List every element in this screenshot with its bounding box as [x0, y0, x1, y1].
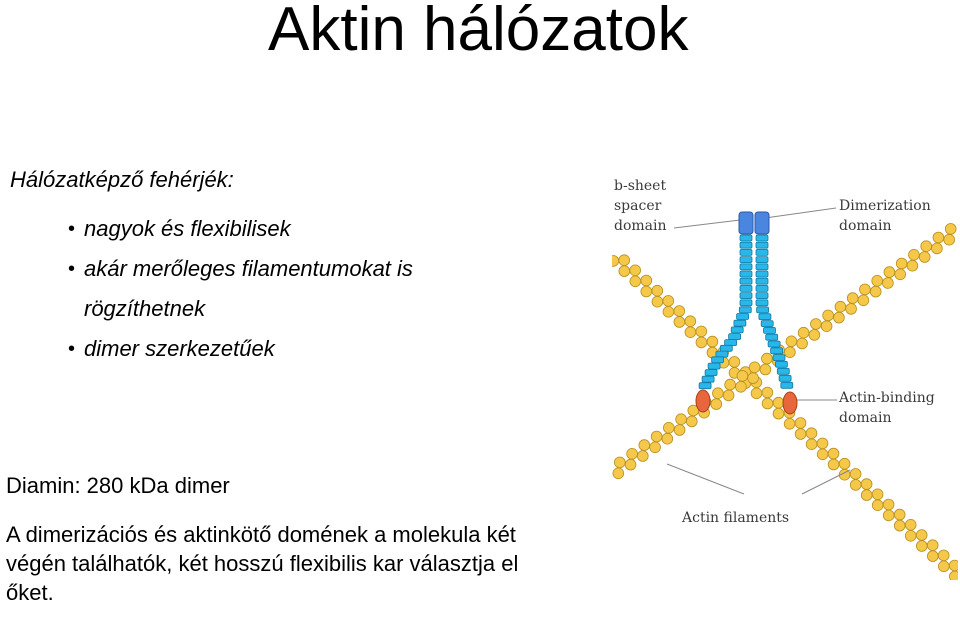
actin-monomer — [641, 275, 652, 286]
actin-monomer — [927, 551, 938, 562]
dimerization-label-line1: Dimerization — [839, 198, 931, 214]
actin-monomer — [894, 509, 905, 520]
arm-subunit — [737, 314, 749, 320]
actin-monomer — [872, 500, 883, 511]
actin-monomer — [663, 306, 674, 317]
actin-filaments-label: Actin filaments — [682, 510, 790, 526]
actin-monomer — [652, 296, 663, 307]
arm-subunit — [756, 264, 768, 270]
arm-subunit — [725, 340, 737, 346]
actin-monomer — [785, 347, 796, 358]
filamin-arms — [699, 235, 793, 389]
bsheet-label-line3: domain — [614, 218, 667, 234]
actin-monomer — [883, 278, 894, 289]
actin-monomer — [907, 260, 918, 271]
bullet-text: dimer szerkezetűek — [84, 336, 275, 361]
intro-text: Hálózatképző fehérjék: — [10, 167, 234, 192]
actin-monomer — [713, 388, 724, 399]
arm-subunit — [720, 345, 732, 351]
bullet-text: nagyok és flexibilisek — [84, 216, 291, 241]
arm-subunit — [731, 327, 743, 333]
actin-monomer — [662, 433, 673, 444]
actin-monomer — [817, 438, 828, 449]
arm-subunit — [756, 249, 768, 255]
arm-subunit — [768, 341, 780, 347]
actin-monomer — [685, 316, 696, 327]
actin-monomer — [883, 510, 894, 521]
actin-monomer — [674, 306, 685, 317]
arm-subunit — [708, 363, 720, 369]
actin-monomer — [798, 327, 809, 338]
actin-monomer — [625, 459, 636, 470]
actin-monomer — [872, 489, 883, 500]
actin-monomer — [860, 284, 871, 295]
actin-monomer — [613, 468, 624, 479]
actin-monomer — [651, 431, 662, 442]
actin-monomer — [696, 326, 707, 337]
arm-subunit — [729, 334, 741, 340]
actin-monomer — [861, 479, 872, 490]
arm-subunit — [712, 357, 724, 363]
actin-monomer — [828, 448, 839, 459]
actin-monomer — [895, 269, 906, 280]
arm-subunit — [756, 285, 768, 291]
actin-monomer — [614, 457, 625, 468]
arm-subunit — [740, 278, 752, 284]
actin-monomer — [933, 232, 944, 243]
actin-monomer — [786, 336, 797, 347]
dimerization-domain — [739, 212, 769, 234]
bullet-item — [66, 209, 536, 249]
actin-monomer — [619, 266, 630, 277]
actin-monomer — [751, 388, 762, 399]
actin-monomer — [839, 458, 850, 469]
actin-monomer — [850, 469, 861, 480]
arm-subunit — [759, 314, 771, 320]
arm-subunit — [740, 264, 752, 270]
bullet-icon: • — [68, 338, 76, 360]
actin-monomer — [748, 373, 759, 384]
actin-monomer — [835, 301, 846, 312]
arm-subunit — [699, 383, 711, 389]
arm-subunit — [756, 257, 768, 263]
bullet-item — [66, 329, 536, 369]
arm-subunit — [756, 271, 768, 277]
bullet-text: akár merőleges filamentumokat is rögzíthetnek — [84, 256, 413, 321]
actin-monomer — [639, 440, 650, 451]
actin-binding-label-line2: domain — [839, 410, 892, 426]
actin-monomer — [773, 397, 784, 408]
arm-subunit — [756, 278, 768, 284]
actin-monomer — [894, 520, 905, 531]
actin-monomer — [817, 449, 828, 460]
actin-monomer — [795, 429, 806, 440]
arm-subunit — [756, 293, 768, 299]
actin-monomer — [630, 265, 641, 276]
actin-monomer — [696, 337, 707, 348]
arm-subunit — [702, 376, 714, 382]
actin-monomer — [612, 256, 619, 267]
actin-monomer — [949, 571, 958, 580]
arm-subunit — [756, 300, 768, 306]
actin-monomer — [823, 310, 834, 321]
actin-monomer — [821, 321, 832, 332]
actin-monomer — [707, 336, 718, 347]
actin-monomer — [686, 416, 697, 427]
bullet-icon: • — [68, 258, 76, 280]
actin-monomer — [762, 387, 773, 398]
arm-subunit — [740, 249, 752, 255]
actin-monomer — [806, 439, 817, 450]
arm-subunit — [740, 300, 752, 306]
arm-subunit — [740, 242, 752, 248]
arm-subunit — [777, 368, 789, 374]
bullet-item — [66, 249, 536, 329]
actin-monomer — [736, 381, 747, 392]
actin-monomer — [627, 448, 638, 459]
actin-monomer — [685, 327, 696, 338]
actin-monomer — [737, 371, 748, 382]
actin-monomer — [760, 364, 771, 375]
actin-monomer — [938, 561, 949, 572]
actin-monomer — [723, 390, 734, 401]
actin-monomer — [846, 304, 857, 315]
actin-monomer — [711, 399, 722, 410]
actin-monomer — [650, 442, 661, 453]
actin-monomer — [749, 362, 760, 373]
actin-monomer — [932, 243, 943, 254]
arm-subunit — [705, 370, 717, 376]
actin-monomer — [811, 319, 822, 330]
arm-subunit — [740, 257, 752, 263]
actin-monomer — [919, 252, 930, 263]
arm-subunit — [766, 334, 778, 340]
actin-monomer — [663, 422, 674, 433]
actin-monomer — [938, 550, 949, 561]
bullet-list — [66, 209, 536, 369]
description-paragraph: A dimerizációs és aktinkötő domének a molekula két végén találhatók, két hosszú flexibilis kar választja el őket. — [6, 522, 519, 605]
actin-monomer — [663, 296, 674, 307]
actin-monomer — [850, 480, 861, 491]
actin-monomer — [795, 418, 806, 429]
actin-filament-left — [612, 255, 958, 580]
actin-monomer — [944, 234, 955, 245]
actin-monomer — [861, 490, 872, 501]
actin-monomer — [905, 530, 916, 541]
arm-subunit — [781, 382, 793, 388]
actin-monomer — [674, 317, 685, 328]
actin-monomer — [834, 312, 845, 323]
actin-monomer — [637, 451, 648, 462]
actin-monomer — [905, 519, 916, 530]
arm-subunit — [773, 355, 785, 361]
arm-subunit — [740, 293, 752, 299]
actin-monomer — [949, 560, 958, 571]
actin-monomer — [676, 414, 687, 425]
actin-monomer — [828, 459, 839, 470]
actin-monomer — [945, 224, 956, 235]
actin-monomer — [909, 249, 920, 260]
actin-monomer — [652, 285, 663, 296]
actin-monomer — [630, 276, 641, 287]
bsheet-label-line1: b-sheet — [614, 178, 667, 194]
arm-subunit — [756, 242, 768, 248]
arm-subunit — [734, 320, 746, 326]
actin-monomer — [806, 428, 817, 439]
arm-subunit — [716, 351, 728, 357]
actin-monomer — [872, 275, 883, 286]
bsheet-label-line2: spacer — [614, 198, 662, 214]
actin-monomer — [797, 338, 808, 349]
actin-monomer — [927, 540, 938, 551]
slide-title: Aktin hálózatok — [268, 0, 689, 64]
arm-subunit — [779, 375, 791, 381]
actin-monomer — [858, 295, 869, 306]
actin-filament-right — [613, 224, 956, 479]
actin-monomer — [784, 418, 795, 429]
actin-monomer — [725, 379, 736, 390]
actin-monomer — [762, 353, 773, 364]
arm-subunit — [740, 285, 752, 291]
actin-monomer — [883, 499, 894, 510]
actin-monomer — [921, 241, 932, 252]
arm-subunit — [764, 327, 776, 333]
arm-subunit — [739, 307, 751, 313]
actin-monomer — [619, 255, 630, 266]
arm-subunit — [775, 361, 787, 367]
bullet-icon: • — [68, 218, 76, 240]
arm-subunit — [740, 271, 752, 277]
arm-subunit — [757, 307, 769, 313]
actin-monomer — [674, 425, 685, 436]
actin-monomer — [762, 398, 773, 409]
arm-subunit — [740, 235, 752, 241]
diamin-text: Diamin: 280 kDa dimer — [6, 473, 230, 498]
actin-monomer — [870, 286, 881, 297]
actin-monomer — [916, 530, 927, 541]
actin-monomer — [641, 286, 652, 297]
actin-binding-label-line1: Actin-binding — [839, 390, 935, 406]
actin-monomer — [809, 330, 820, 341]
arm-subunit — [761, 321, 773, 327]
actin-monomer — [729, 357, 740, 368]
actin-monomer — [847, 293, 858, 304]
actin-monomer — [773, 408, 784, 419]
actin-monomer — [916, 541, 927, 552]
dimerization-label-line2: domain — [839, 218, 892, 234]
actin-monomer — [884, 267, 895, 278]
arm-subunit — [771, 348, 783, 354]
filamin-diagram — [612, 170, 958, 580]
actin-monomer — [896, 258, 907, 269]
arm-subunit — [756, 235, 768, 241]
